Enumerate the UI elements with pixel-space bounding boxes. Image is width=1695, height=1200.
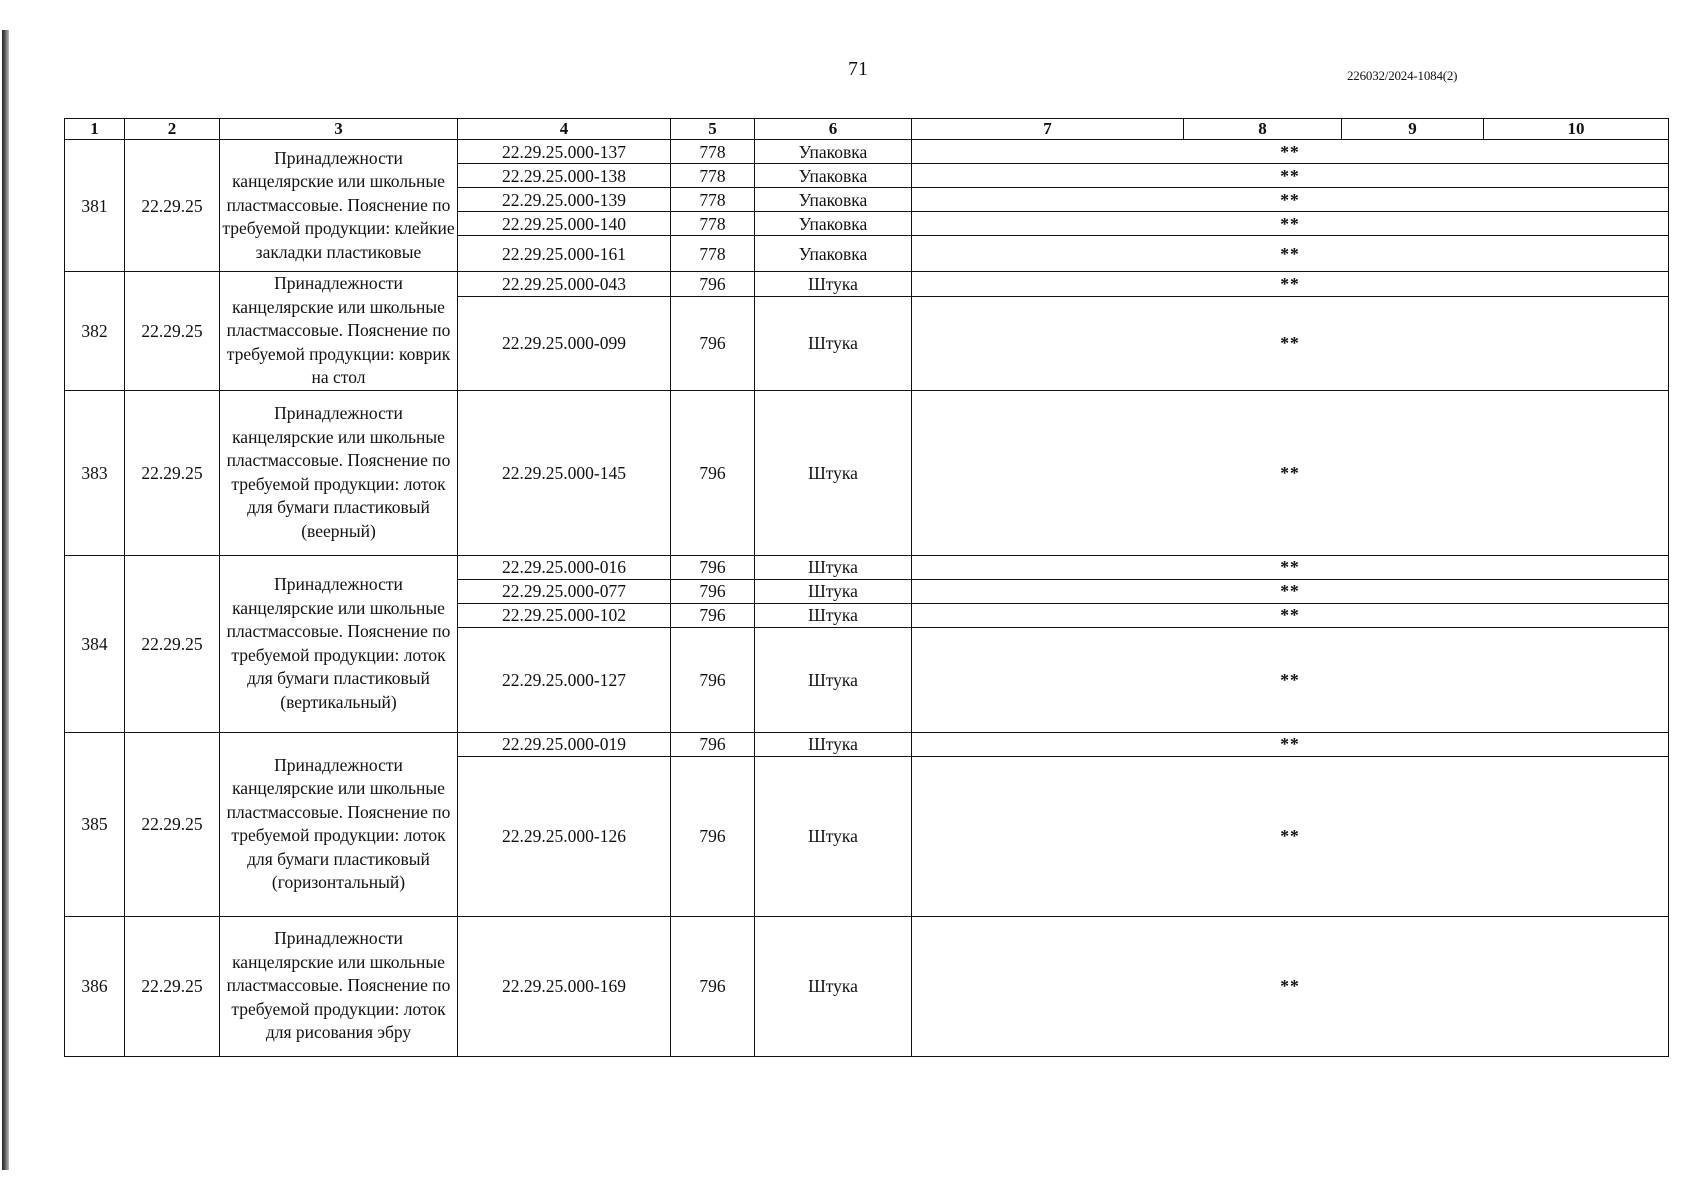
ktru-code: 22.29.25.000-102 bbox=[458, 603, 671, 627]
okei-code: 778 bbox=[671, 236, 755, 272]
row-number: 382 bbox=[65, 272, 125, 391]
page-number: 71 bbox=[848, 58, 868, 80]
ktru-code: 22.29.25.000-161 bbox=[458, 236, 671, 272]
okei-code: 778 bbox=[671, 212, 755, 236]
okpd-code: 22.29.25 bbox=[125, 732, 220, 916]
okpd-code: 22.29.25 bbox=[125, 140, 220, 272]
column-header: 3 bbox=[220, 119, 458, 140]
characteristics-mark: ** bbox=[912, 212, 1669, 236]
characteristics-mark: ** bbox=[912, 732, 1669, 756]
unit-name: Упаковка bbox=[755, 212, 912, 236]
column-header: 2 bbox=[125, 119, 220, 140]
row-number: 383 bbox=[65, 390, 125, 555]
unit-name: Штука bbox=[755, 555, 912, 579]
header-row bbox=[65, 119, 1669, 140]
table-row bbox=[65, 732, 1669, 756]
column-header: 1 bbox=[65, 119, 125, 140]
column-header: 7 bbox=[912, 119, 1184, 140]
column-header: 5 bbox=[671, 119, 755, 140]
unit-name: Штука bbox=[755, 272, 912, 297]
characteristics-mark: ** bbox=[912, 188, 1669, 212]
row-number: 386 bbox=[65, 916, 125, 1056]
okei-code: 796 bbox=[671, 627, 755, 732]
okpd-code: 22.29.25 bbox=[125, 916, 220, 1056]
okei-code: 796 bbox=[671, 732, 755, 756]
scan-edge bbox=[2, 30, 9, 1170]
okei-code: 778 bbox=[671, 188, 755, 212]
products-table bbox=[64, 118, 1669, 1057]
column-header: 6 bbox=[755, 119, 912, 140]
okpd-code: 22.29.25 bbox=[125, 272, 220, 391]
table-row bbox=[65, 555, 1669, 579]
table-row bbox=[65, 390, 1669, 555]
ktru-code: 22.29.25.000-099 bbox=[458, 296, 671, 390]
okei-code: 796 bbox=[671, 555, 755, 579]
characteristics-mark: ** bbox=[912, 390, 1669, 555]
okpd-code: 22.29.25 bbox=[125, 555, 220, 732]
table-row bbox=[65, 140, 1669, 164]
okei-code: 796 bbox=[671, 390, 755, 555]
ktru-code: 22.29.25.000-127 bbox=[458, 627, 671, 732]
okei-code: 796 bbox=[671, 296, 755, 390]
okpd-code: 22.29.25 bbox=[125, 390, 220, 555]
row-number: 384 bbox=[65, 555, 125, 732]
ktru-code: 22.29.25.000-016 bbox=[458, 555, 671, 579]
unit-name: Упаковка bbox=[755, 140, 912, 164]
characteristics-mark: ** bbox=[912, 296, 1669, 390]
column-header: 4 bbox=[458, 119, 671, 140]
column-header: 9 bbox=[1342, 119, 1484, 140]
characteristics-mark: ** bbox=[912, 140, 1669, 164]
ktru-code: 22.29.25.000-077 bbox=[458, 579, 671, 603]
product-description: Принадлежности канцелярские или школьные пластмассовые. Пояснение по требуемой продукции: коврик на стол bbox=[220, 272, 458, 391]
characteristics-mark: ** bbox=[912, 756, 1669, 916]
unit-name: Штука bbox=[755, 732, 912, 756]
characteristics-mark: ** bbox=[912, 236, 1669, 272]
ktru-code: 22.29.25.000-138 bbox=[458, 164, 671, 188]
characteristics-mark: ** bbox=[912, 579, 1669, 603]
product-description: Принадлежности канцелярские или школьные пластмассовые. Пояснение по требуемой продукции: клейкие закладки пластиковые bbox=[220, 140, 458, 272]
unit-name: Штука bbox=[755, 603, 912, 627]
characteristics-mark: ** bbox=[912, 555, 1669, 579]
okei-code: 796 bbox=[671, 756, 755, 916]
product-description: Принадлежности канцелярские или школьные пластмассовые. Пояснение по требуемой продукции: лоток для бумаги пластиковый (веерный) bbox=[220, 390, 458, 555]
ktru-code: 22.29.25.000-140 bbox=[458, 212, 671, 236]
characteristics-mark: ** bbox=[912, 272, 1669, 297]
unit-name: Упаковка bbox=[755, 236, 912, 272]
okei-code: 796 bbox=[671, 916, 755, 1056]
characteristics-mark: ** bbox=[912, 627, 1669, 732]
ktru-code: 22.29.25.000-043 bbox=[458, 272, 671, 297]
document-id: 226032/2024-1084(2) bbox=[1347, 68, 1458, 83]
unit-name: Штука bbox=[755, 756, 912, 916]
product-description: Принадлежности канцелярские или школьные пластмассовые. Пояснение по требуемой продукции: лоток для рисования эбру bbox=[220, 916, 458, 1056]
product-description: Принадлежности канцелярские или школьные пластмассовые. Пояснение по требуемой продукции: лоток для бумаги пластиковый (вертикальный) bbox=[220, 555, 458, 732]
unit-name: Штука bbox=[755, 579, 912, 603]
unit-name: Штука bbox=[755, 296, 912, 390]
row-number: 385 bbox=[65, 732, 125, 916]
okei-code: 796 bbox=[671, 603, 755, 627]
unit-name: Штука bbox=[755, 627, 912, 732]
unit-name: Упаковка bbox=[755, 164, 912, 188]
okei-code: 796 bbox=[671, 579, 755, 603]
okei-code: 778 bbox=[671, 164, 755, 188]
ktru-code: 22.29.25.000-139 bbox=[458, 188, 671, 212]
characteristics-mark: ** bbox=[912, 603, 1669, 627]
product-description: Принадлежности канцелярские или школьные пластмассовые. Пояснение по требуемой продукции: лоток для бумаги пластиковый (горизонтальный) bbox=[220, 732, 458, 916]
characteristics-mark: ** bbox=[912, 164, 1669, 188]
column-header: 8 bbox=[1184, 119, 1342, 140]
ktru-code: 22.29.25.000-169 bbox=[458, 916, 671, 1056]
ktru-code: 22.29.25.000-019 bbox=[458, 732, 671, 756]
unit-name: Штука bbox=[755, 390, 912, 555]
ktru-code: 22.29.25.000-145 bbox=[458, 390, 671, 555]
unit-name: Упаковка bbox=[755, 188, 912, 212]
ktru-code: 22.29.25.000-137 bbox=[458, 140, 671, 164]
okei-code: 796 bbox=[671, 272, 755, 297]
row-number: 381 bbox=[65, 140, 125, 272]
table-row bbox=[65, 272, 1669, 297]
column-header: 10 bbox=[1484, 119, 1669, 140]
table-row bbox=[65, 916, 1669, 1056]
unit-name: Штука bbox=[755, 916, 912, 1056]
okei-code: 778 bbox=[671, 140, 755, 164]
characteristics-mark: ** bbox=[912, 916, 1669, 1056]
ktru-code: 22.29.25.000-126 bbox=[458, 756, 671, 916]
